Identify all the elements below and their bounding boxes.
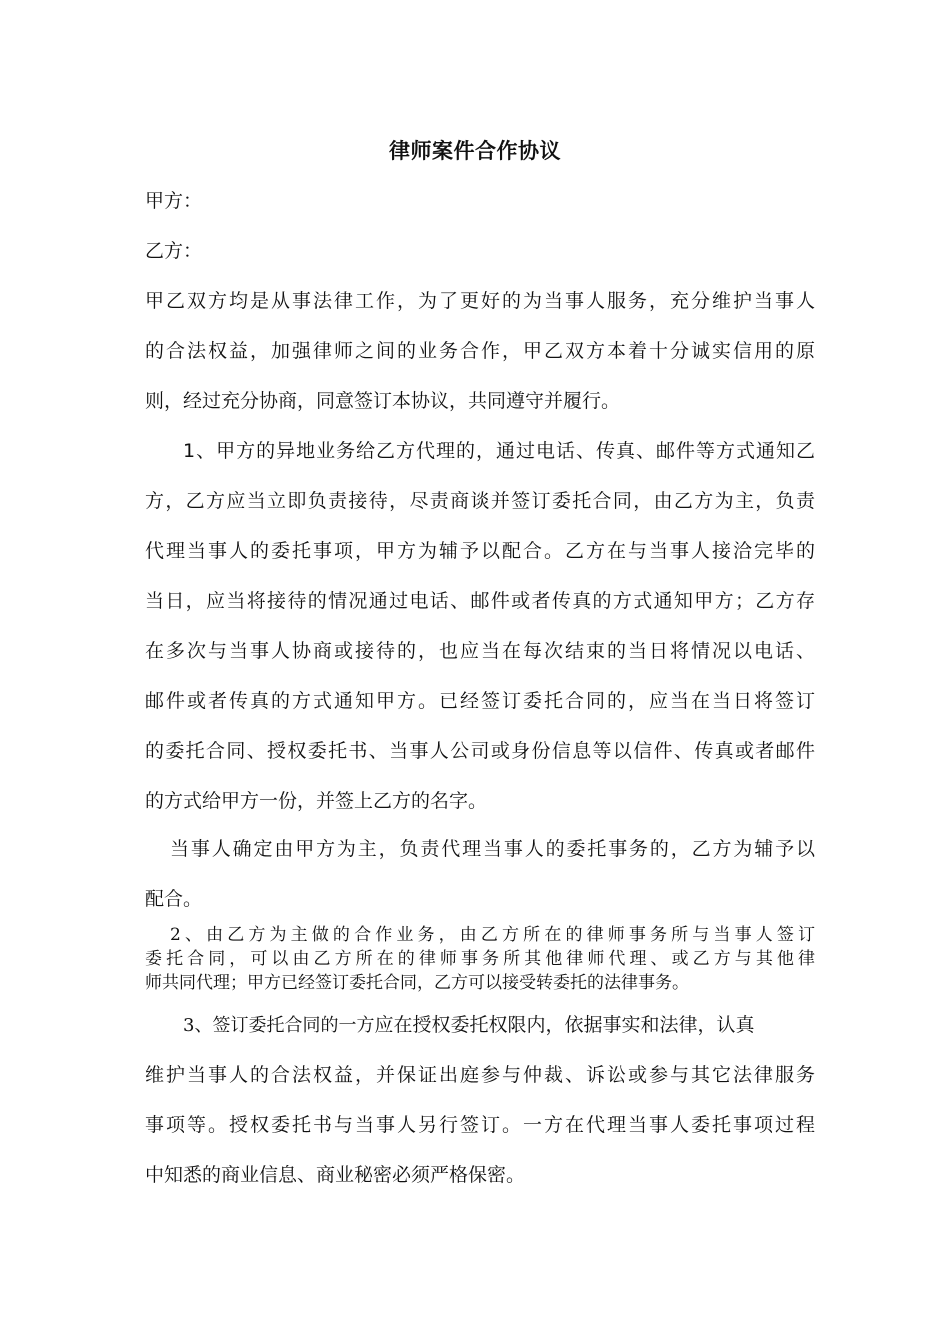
clause1-line-8: 的方式给甲方一份，并签上乙方的名字。: [145, 790, 488, 812]
clause1-line-6: 邮件或者传真的方式通知甲方。已经签订委托合同的，应当在当日将签订: [145, 690, 815, 712]
document-title: 律师案件合作协议: [389, 139, 561, 163]
clause2-line-2: 委托合同，可以由乙方所在的律师事务所其他律师代理、或乙方与其他律: [145, 949, 815, 969]
clause1-line-1: 1、甲方的异地业务给乙方代理的，通过电话、传真、邮件等方式通知乙: [183, 440, 815, 462]
clause1-line-3: 代理当事人的委托事项，甲方为辅予以配合。乙方在与当事人接洽完毕的: [145, 540, 815, 562]
clause3-line-3: 事项等。授权委托书与当事人另行签订。一方在代理当事人委托事项过程: [145, 1114, 815, 1136]
clause1-line-5: 在多次与当事人协商或接待的，也应当在每次结束的当日将情况以电话、: [145, 640, 815, 662]
party-b-label: 乙方：: [145, 240, 203, 262]
clause3-lead: 3、签订委托合同的一方: [183, 1015, 375, 1036]
clause1-line-4: 当日，应当将接待的情况通过电话、邮件或者传真的方式通知甲方；乙方存: [145, 590, 815, 612]
clause3-first-rest: 应在授权委托权限内，依据事实和法律，认真: [374, 1014, 755, 1036]
intro-line-3: 则，经过充分协商，同意签订本协议，共同遵守并履行。: [145, 390, 621, 412]
intro-line-2: 的合法权益，加强律师之间的业务合作，甲乙双方本着十分诚实信用的原: [145, 340, 815, 362]
clause3-line-1: [183, 1010, 815, 1040]
clause1-line-7: 的委托合同、授权委托书、当事人公司或身份信息等以信件、传真或者邮件: [145, 740, 815, 762]
clause1-line-2: 方，乙方应当立即负责接待，尽责商谈并签订委托合同，由乙方为主，负责: [145, 490, 815, 512]
clause3-line-4: 中知悉的商业信息、商业秘密必须严格保密。: [145, 1164, 526, 1186]
clause1b-line-1: 当事人确定由甲方为主，负责代理当事人的委托事务的，乙方为辅予以: [170, 838, 815, 860]
clause2-line-3: 师共同代理；甲方已经签订委托合同，乙方可以接受转委托的法律事务。: [145, 973, 689, 993]
party-a-label: 甲方：: [145, 190, 203, 212]
clause2-line-1: 2、由乙方为主做的合作业务，由乙方所在的律师事务所与当事人签订: [170, 925, 815, 945]
clause1b-line-2: 配合。: [145, 888, 203, 910]
intro-line-1: 甲乙双方均是从事法律工作，为了更好的为当事人服务，充分维护当事人: [145, 290, 815, 312]
clause3-line-2: 维护当事人的合法权益，并保证出庭参与仲裁、诉讼或参与其它法律服务: [145, 1064, 815, 1086]
